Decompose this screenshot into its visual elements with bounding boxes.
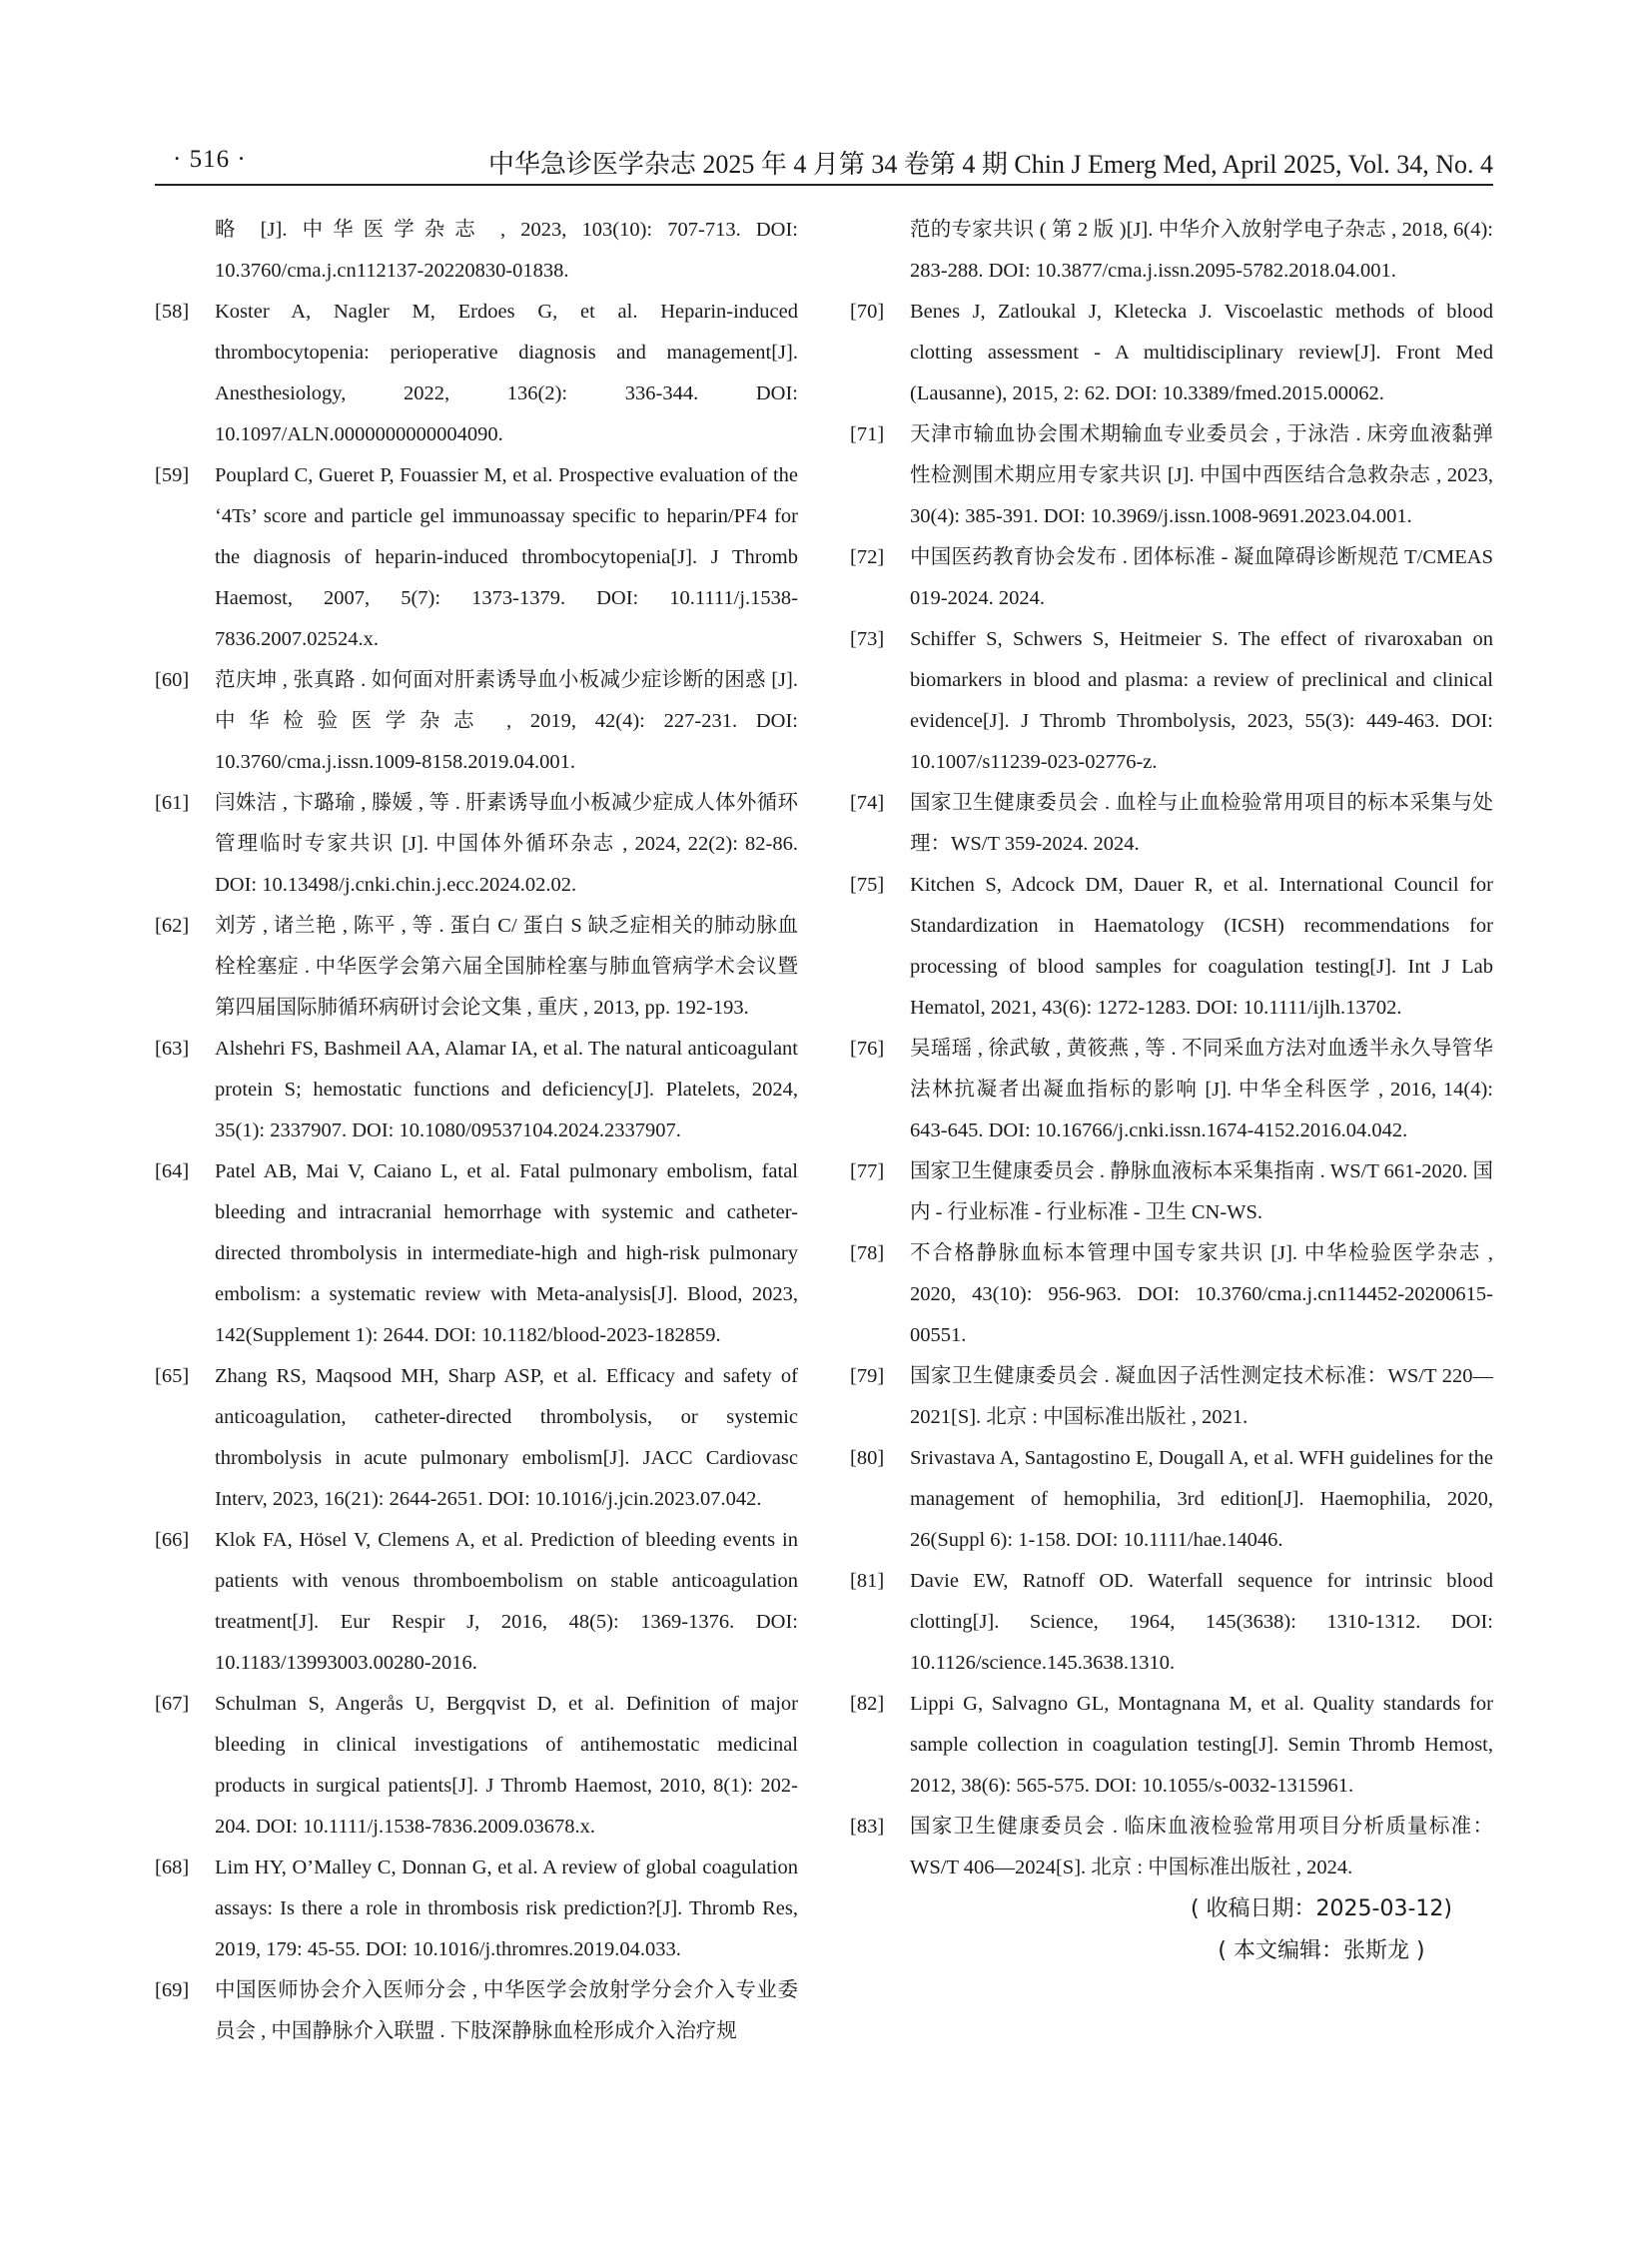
reference-text: Schiffer S, Schwers S, Heitmeier S. The effect of rivaroxaban on biomarkers in blood and plasma: a review of preclinical and clinical evidence[J]. J Thromb Thrombolysis, 2023, 55(3): 449-463. DOI: 10.1007/s11239-023-02776-z.: [910, 628, 1493, 773]
reference-entry: [155, 1356, 798, 1520]
reference-number: [78]: [850, 1242, 885, 1264]
reference-text: Srivastava A, Santagostino E, Dougall A, et al. WFH guidelines for the management of hemophilia, 3rd edition[J]. Haemophilia, 2020, 26(Suppl 6): 1-158. DOI: 10.1111/hae.14046.: [910, 1447, 1493, 1551]
reference-number: [66]: [155, 1529, 190, 1551]
reference-entry: [155, 906, 798, 1029]
reference-entry: [850, 1029, 1493, 1151]
reference-number: [83]: [850, 1816, 885, 1838]
reference-text: 国家卫生健康委员会 . 血栓与止血检验常用项目的标本采集与处理：WS/T 359-2024. 2024.: [910, 792, 1493, 855]
reference-number: [70]: [850, 301, 885, 323]
reference-entry: [155, 1520, 798, 1684]
reference-entry: [155, 455, 798, 660]
reference-entry: [155, 1848, 798, 1970]
right-column: [850, 210, 1493, 1972]
reference-text: 刘芳 , 诸兰艳 , 陈平 , 等 . 蛋白 C/ 蛋白 S 缺乏症相关的肺动脉血栓栓塞症 . 中华医学会第六届全国肺栓塞与肺血管病学术会议暨第四届国际肺循环病研讨会论文集 , 重庆 , 2013, pp. 192-193.: [215, 915, 798, 1019]
reference-entry: [850, 1233, 1493, 1356]
reference-number: [77]: [850, 1160, 885, 1182]
reference-text: Schulman S, Angerås U, Bergqvist D, et al. Definition of major bleeding in clinical investigations of antihemostatic medicinal products in surgical patients[J]. J Thromb Haemost, 2010, 8(1): 202-204. DOI: 10.1111/j.1538-7836.2009.03678.x.: [215, 1693, 798, 1838]
reference-entry: [850, 292, 1493, 414]
reference-entry: [850, 1684, 1493, 1807]
reference-list-right: [850, 292, 1493, 1888]
reference-entry: [850, 865, 1493, 1029]
reference-text: 国家卫生健康委员会 . 临床血液检验常用项目分析质量标准：WS/T 406—2024[S]. 北京 : 中国标准出版社 , 2024.: [910, 1816, 1493, 1878]
reference-number: [82]: [850, 1693, 885, 1715]
reference-list-left: [155, 292, 798, 2052]
reference-number: [65]: [155, 1365, 190, 1387]
reference-text: Lippi G, Salvagno GL, Montagnana M, et al. Quality standards for sample collection in coagulation testing[J]. Semin Thromb Hemost, 2012, 38(6): 565-575. DOI: 10.1055/s-0032-1315961.: [910, 1693, 1493, 1797]
reference-number: [67]: [155, 1693, 190, 1715]
reference-text: 天津市输血协会围术期输血专业委员会 , 于泳浩 . 床旁血液黏弹性检测围术期应用专家共识 [J]. 中国中西医结合急救杂志 , 2023, 30(4): 385-391. DOI: 10.3969/j.issn.1008-9691.2023.04.001.: [910, 423, 1493, 527]
reference-number: [68]: [155, 1857, 190, 1878]
reference-entry: [850, 1151, 1493, 1233]
reference-text: Davie EW, Ratnoff OD. Waterfall sequence for intrinsic blood clotting[J]. Science, 1964, 145(3638): 1310-1312. DOI: 10.1126/science.145.3638.1310.: [910, 1570, 1493, 1674]
reference-text: Benes J, Zatloukal J, Kletecka J. Viscoelastic methods of blood clotting assessment - A multidisciplinary review[J]. Front Med (Lausanne), 2015, 2: 62. DOI: 10.3389/fmed.2015.00062.: [910, 301, 1493, 404]
reference-text: Klok FA, Hösel V, Clemens A, et al. Prediction of bleeding events in patients with venous thromboembolism on stable anticoagulation treatment[J]. Eur Respir J, 2016, 48(5): 1369-1376. DOI: 10.1183/13993003.00280-2016.: [215, 1529, 798, 1674]
reference-text: Alshehri FS, Bashmeil AA, Alamar IA, et al. The natural anticoagulant protein S; hemostatic functions and deficiency[J]. Platelets, 2024, 35(1): 2337907. DOI: 10.1080/09537104.2024.2337907.: [215, 1038, 798, 1141]
reference-entry: [155, 1970, 798, 2052]
reference-number: [63]: [155, 1038, 190, 1060]
reference-continuation: 范的专家共识 ( 第 2 版 )[J]. 中华介入放射学电子杂志 , 2018, 6(4): 283-288. DOI: 10.3877/cma.j.issn.2095-5782.2018.04.001.: [910, 219, 1493, 282]
reference-number: [64]: [155, 1160, 190, 1182]
editor-credit: ( 本文编辑：张斯龙 ): [1218, 1938, 1425, 1963]
reference-entry: [850, 1356, 1493, 1438]
running-header: [155, 142, 1493, 186]
reference-text: 国家卫生健康委员会 . 静脉血液标本采集指南 . WS/T 661-2020. 国内 - 行业标准 - 行业标准 - 卫生 CN-WS.: [910, 1160, 1493, 1223]
reference-text: Pouplard C, Gueret P, Fouassier M, et al. Prospective evaluation of the ‘4Ts’ score and particle gel immunoassay specific to heparin/PF4 for the diagnosis of heparin-induced thrombocytopenia[J]. J Thromb Haemost, 2007, 5(7): 1373-1379. DOI: 10.1111/j.1538-7836.2007.02524.x.: [215, 464, 798, 650]
page-number: · 516 ·: [173, 146, 247, 173]
reference-number: [74]: [850, 792, 885, 814]
reference-text: Patel AB, Mai V, Caiano L, et al. Fatal pulmonary embolism, fatal bleeding and intracranial hemorrhage with systemic and catheter-directed thrombolysis in intermediate-high and high-risk pulmonary embolism: a systematic review with Meta-analysis[J]. Blood, 2023, 142(Supplement 1): 2644. DOI: 10.1182/blood-2023-182859.: [215, 1160, 798, 1346]
reference-text: Kitchen S, Adcock DM, Dauer R, et al. International Council for Standardization in Haematology (ICSH) recommendations for processing of blood samples for coagulation testing[J]. Int J Lab Hematol, 2021, 43(6): 1272-1283. DOI: 10.1111/ijlh.13702.: [910, 874, 1493, 1019]
reference-number: [79]: [850, 1365, 885, 1387]
reference-text: 中国医师协会介入医师分会 , 中华医学会放射学分会介入专业委员会 , 中国静脉介入联盟 . 下肢深静脉血栓形成介入治疗规: [215, 1979, 798, 2042]
reference-entry: [850, 1807, 1493, 1888]
reference-text: Koster A, Nagler M, Erdoes G, et al. Heparin-induced thrombocytopenia: perioperative diagnosis and management[J]. Anesthesiology, 2022, 136(2): 336-344. DOI: 10.1097/ALN.0000000000004090.: [215, 301, 798, 445]
journal-citation: 中华急诊医学杂志 2025 年 4 月第 34 卷第 4 期 Chin J Emerg Med, April 2025, Vol. 34, No. 4: [487, 150, 1493, 179]
reference-continuation: 略 [J]. 中华医学杂志 , 2023, 103(10): 707-713. DOI: 10.3760/cma.j.cn112137-20220830-01838.: [215, 219, 798, 282]
reference-text: 不合格静脉血标本管理中国专家共识 [J]. 中华检验医学杂志 , 2020, 43(10): 956-963. DOI: 10.3760/cma.j.cn114452-20200615-00551.: [910, 1242, 1493, 1346]
reference-entry: [155, 1029, 798, 1151]
reference-text: Lim HY, O’Malley C, Donnan G, et al. A review of global coagulation assays: Is there a role in thrombosis risk prediction?[J]. Thromb Res, 2019, 179: 45-55. DOI: 10.1016/j.thromres.2019.04.033.: [215, 1857, 798, 1960]
reference-number: [69]: [155, 1979, 190, 2001]
reference-entry: [155, 1151, 798, 1356]
reference-text: Zhang RS, Maqsood MH, Sharp ASP, et al. Efficacy and safety of anticoagulation, catheter-directed thrombolysis, or systemic thrombolysis in acute pulmonary embolism[J]. JACC Cardiovasc Interv, 2023, 16(21): 2644-2651. DOI: 10.1016/j.jcin.2023.07.042.: [215, 1365, 798, 1510]
left-column: [155, 210, 798, 2052]
reference-number: [73]: [850, 628, 885, 650]
reference-number: [62]: [155, 915, 190, 937]
reference-number: [72]: [850, 546, 885, 568]
reference-number: [80]: [850, 1447, 885, 1469]
reference-number: [81]: [850, 1570, 885, 1592]
reference-entry: [155, 1684, 798, 1848]
reference-number: [59]: [155, 464, 190, 486]
reference-entry: [850, 783, 1493, 865]
reference-entry: [850, 537, 1493, 619]
reference-entry: [850, 1561, 1493, 1684]
reference-number: [76]: [850, 1038, 885, 1060]
reference-entry: [850, 414, 1493, 537]
reference-entry: [155, 783, 798, 906]
reference-number: [58]: [155, 301, 190, 323]
reference-entry: [850, 619, 1493, 783]
reference-number: [61]: [155, 792, 190, 814]
reference-number: [71]: [850, 423, 885, 445]
reference-entry: [155, 660, 798, 783]
reference-entry: [850, 1438, 1493, 1561]
reference-number: [75]: [850, 874, 885, 896]
reference-number: [60]: [155, 669, 190, 691]
reference-text: 吴瑶瑶 , 徐武敏 , 黄筱燕 , 等 . 不同采血方法对血透半永久导管华法林抗凝者出凝血指标的影响 [J]. 中华全科医学 , 2016, 14(4): 643-645. DOI: 10.16766/j.cnki.issn.1674-4152.2016.04.042.: [910, 1038, 1493, 1141]
reference-entry: [155, 292, 798, 455]
received-date: ( 收稿日期：2025-03-12): [1190, 1896, 1452, 1921]
reference-text: 国家卫生健康委员会 . 凝血因子活性测定技术标准：WS/T 220—2021[S]. 北京 : 中国标准出版社 , 2021.: [910, 1365, 1493, 1428]
reference-text: 闫姝洁 , 卞璐瑜 , 滕媛 , 等 . 肝素诱导血小板减少症成人体外循环管理临时专家共识 [J]. 中国体外循环杂志 , 2024, 22(2): 82-86. DOI: 10.13498/j.cnki.chin.j.ecc.2024.02.02.: [215, 792, 798, 896]
reference-text: 范庆坤 , 张真路 . 如何面对肝素诱导血小板减少症诊断的困惑 [J]. 中华检验医学杂志 , 2019, 42(4): 227-231. DOI: 10.3760/cma.j.issn.1009-8158.2019.04.001.: [215, 669, 798, 773]
reference-text: 中国医药教育协会发布 . 团体标准 - 凝血障碍诊断规范 T/CMEAS 019-2024. 2024.: [910, 546, 1493, 609]
